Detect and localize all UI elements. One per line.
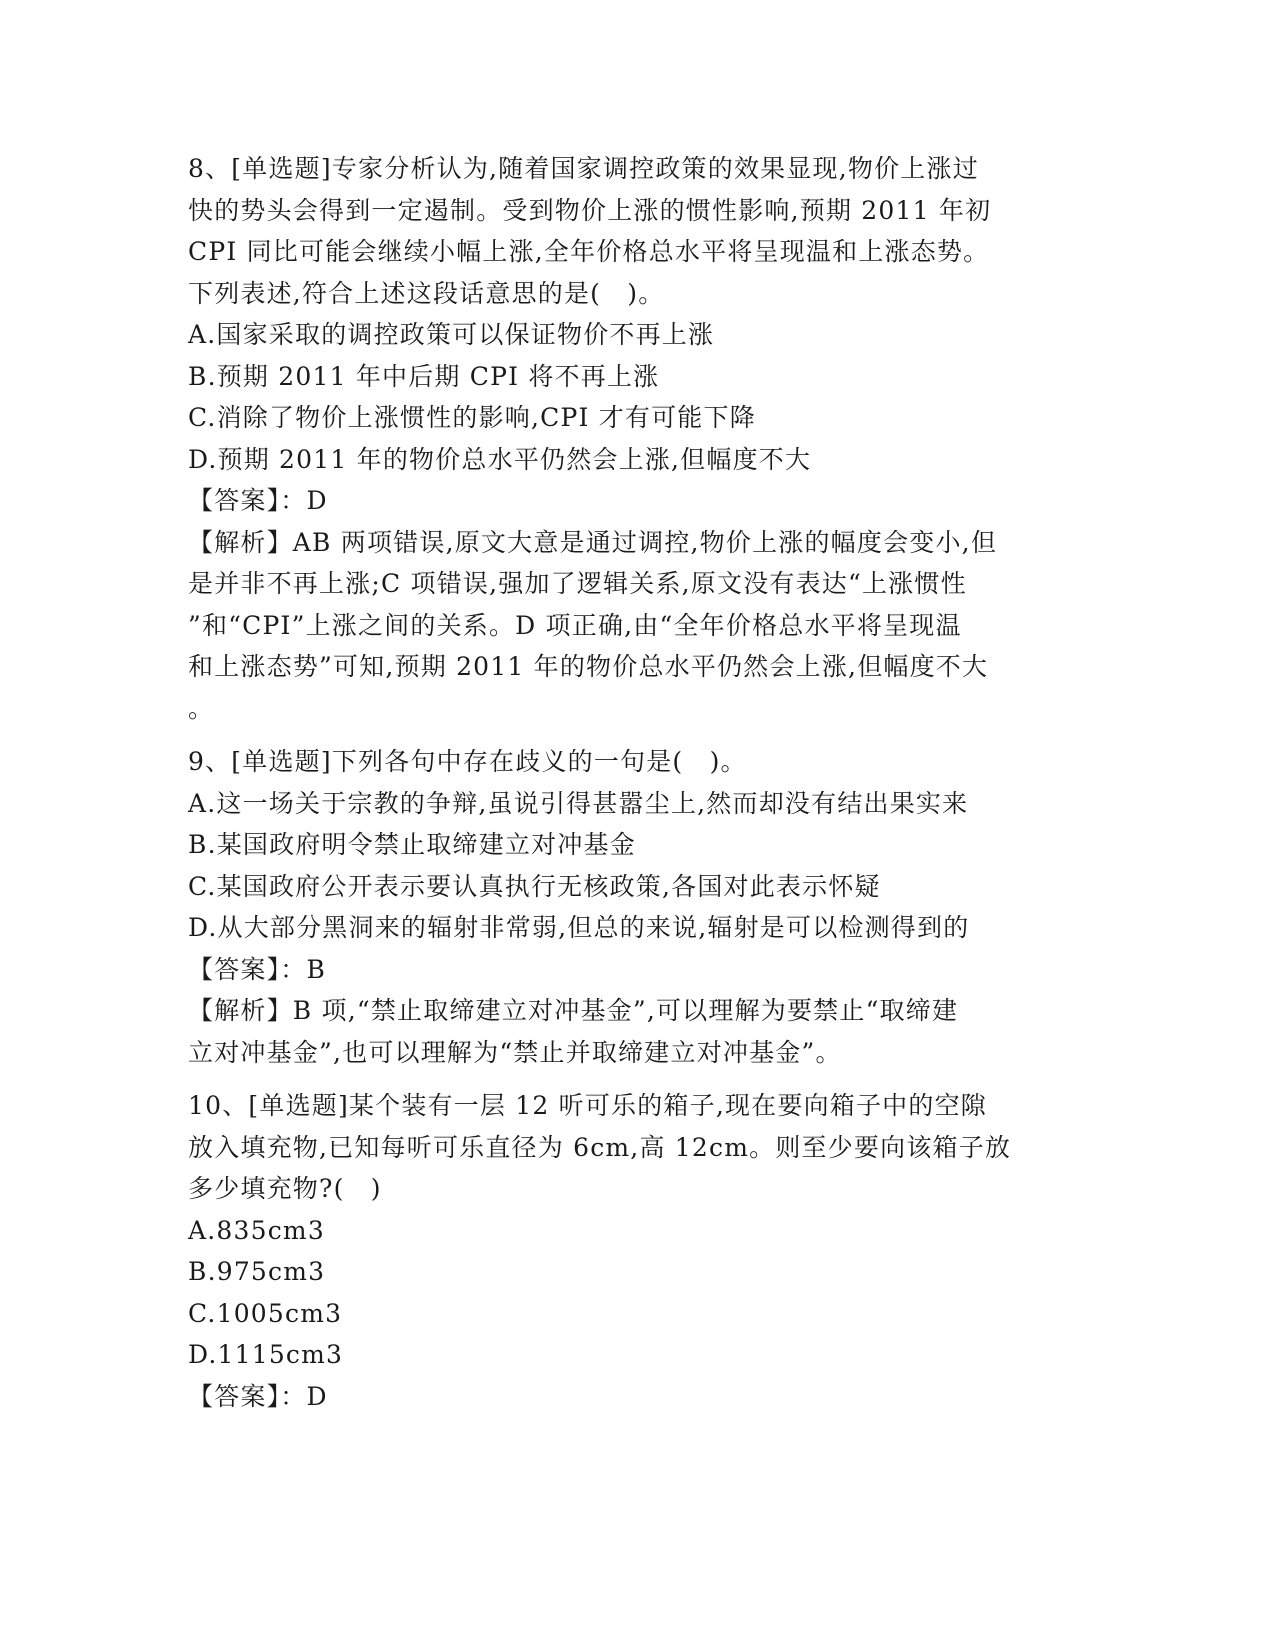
option-a: A.国家采取的调控政策可以保证物价不再上涨 [188,320,715,349]
option-a: A.835cm3 [188,1215,325,1245]
question-stem-line: 10、[单选题]某个装有一层 12 听可乐的箱子,现在要向箱子中的空隙 [188,1091,987,1120]
question-stem-line: 下列表述,符合上述这段话意思的是( )。 [188,278,665,308]
answer-line: 【答案】：D [188,1381,328,1411]
option-d: D.预期 2011 年的物价总水平仍然会上涨,但幅度不大 [188,444,812,474]
option-d: D.从大部分黑洞来的辐射非常弱,但总的来说,辐射是可以检测得到的 [188,913,970,942]
question-stem-line: CPI 同比可能会继续小幅上涨,全年价格总水平将呈现温和上涨态势。 [188,237,990,266]
question-stem-line: 快的势头会得到一定遏制。受到物价上涨的惯性影响,预期 2011 年初 [188,195,992,225]
analysis-line: 。 [188,693,215,723]
question-stem-line: 多少填充物?( ) [188,1174,382,1203]
question-gap [188,729,1088,741]
analysis-line: 和上涨态势”可知,预期 2011 年的物价总水平仍然会上涨,但幅度不大 [188,652,989,681]
analysis-line: 立对冲基金”,也可以理解为“禁止并取缔建立对冲基金”。 [188,1037,842,1067]
option-b: B.预期 2011 年中后期 CPI 将不再上涨 [188,361,660,391]
option-c: C.某国政府公开表示要认真执行无核政策,各国对此表示怀疑 [188,871,881,901]
answer-line: 【答案】：D [188,486,328,515]
analysis-line: 【解析】AB 两项错误,原文大意是通过调控,物价上涨的幅度会变小,但 [188,527,998,557]
question-stem-line: 8、[单选题]专家分析认为,随着国家调控政策的效果显现,物价上涨过 [188,154,979,183]
question-10 [188,1085,1088,1417]
question-stem-line: 放入填充物,已知每听可乐直径为 6cm,高 12cm。则至少要向该箱子放 [188,1132,1012,1162]
analysis-line: ”和“CPI”上涨之间的关系。D 项正确,由“全年价格总水平将呈现温 [188,610,962,640]
option-c: C.消除了物价上涨惯性的影响,CPI 才有可能下降 [188,403,756,432]
option-b: B.975cm3 [188,1257,326,1286]
option-a: A.这一场关于宗教的争辩,虽说引得甚嚣尘上,然而却没有结出果实来 [188,788,969,818]
question-9 [188,741,1088,1073]
question-8 [188,148,1088,729]
option-c: C.1005cm3 [188,1298,343,1328]
document-page [188,148,1088,1417]
option-d: D.1115cm3 [188,1340,344,1369]
analysis-line: 【解析】B 项,“禁止取缔建立对冲基金”,可以理解为要禁止“取缔建 [188,996,959,1025]
analysis-line: 是并非不再上涨;C 项错误,强加了逻辑关系,原文没有表达“上涨惯性 [188,569,967,598]
question-stem-line: 9、[单选题]下列各句中存在歧义的一句是( )。 [188,747,747,776]
question-gap [188,1073,1088,1085]
option-b: B.某国政府明令禁止取缔建立对冲基金 [188,830,636,859]
answer-line: 【答案】：B [188,954,327,984]
